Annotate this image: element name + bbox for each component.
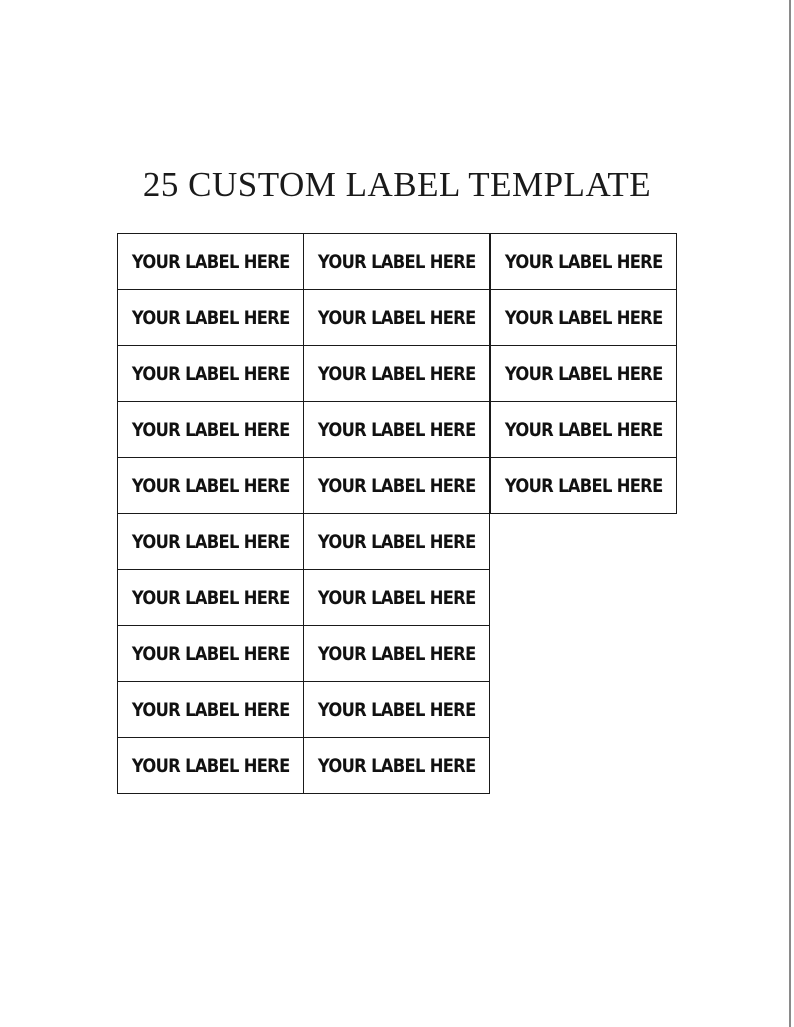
label-text: YOUR LABEL HERE [317, 250, 476, 273]
label-text: YOUR LABEL HERE [504, 362, 663, 385]
page-edge-divider [789, 0, 791, 1027]
label-text: YOUR LABEL HERE [317, 530, 476, 553]
label-box [490, 345, 677, 402]
label-text: YOUR LABEL HERE [504, 250, 663, 273]
label-text: YOUR LABEL HERE [131, 306, 290, 329]
label-text: YOUR LABEL HERE [317, 754, 476, 777]
label-box [117, 681, 304, 738]
label-box [490, 233, 677, 290]
label-box [117, 625, 304, 682]
label-text: YOUR LABEL HERE [131, 698, 290, 721]
label-box [117, 569, 304, 626]
label-text: YOUR LABEL HERE [317, 418, 476, 441]
label-text: YOUR LABEL HERE [131, 586, 290, 609]
label-grid [117, 233, 677, 794]
label-box [117, 737, 304, 794]
label-box [117, 513, 304, 570]
label-text: YOUR LABEL HERE [131, 250, 290, 273]
label-text: YOUR LABEL HERE [131, 642, 290, 665]
label-text: YOUR LABEL HERE [131, 474, 290, 497]
label-box [117, 233, 304, 290]
label-text: YOUR LABEL HERE [504, 474, 663, 497]
label-text: YOUR LABEL HERE [317, 306, 476, 329]
label-text: YOUR LABEL HERE [317, 698, 476, 721]
label-box [303, 625, 490, 682]
label-box [303, 681, 490, 738]
label-box [303, 569, 490, 626]
label-box [303, 457, 490, 514]
label-box [303, 737, 490, 794]
label-box [303, 345, 490, 402]
label-box [117, 457, 304, 514]
label-box [303, 233, 490, 290]
label-box [303, 401, 490, 458]
label-box [490, 457, 677, 514]
label-text: YOUR LABEL HERE [131, 362, 290, 385]
label-box [117, 345, 304, 402]
label-box [490, 401, 677, 458]
label-text: YOUR LABEL HERE [504, 306, 663, 329]
label-text: YOUR LABEL HERE [504, 418, 663, 441]
label-box [303, 289, 490, 346]
page-title: 25 CUSTOM LABEL TEMPLATE [142, 165, 652, 204]
label-box [303, 513, 490, 570]
label-text: YOUR LABEL HERE [317, 362, 476, 385]
label-text: YOUR LABEL HERE [131, 530, 290, 553]
label-box [117, 289, 304, 346]
label-box [117, 401, 304, 458]
label-box [490, 289, 677, 346]
label-text: YOUR LABEL HERE [317, 474, 476, 497]
label-text: YOUR LABEL HERE [131, 418, 290, 441]
label-text: YOUR LABEL HERE [317, 586, 476, 609]
label-text: YOUR LABEL HERE [317, 642, 476, 665]
label-text: YOUR LABEL HERE [131, 754, 290, 777]
